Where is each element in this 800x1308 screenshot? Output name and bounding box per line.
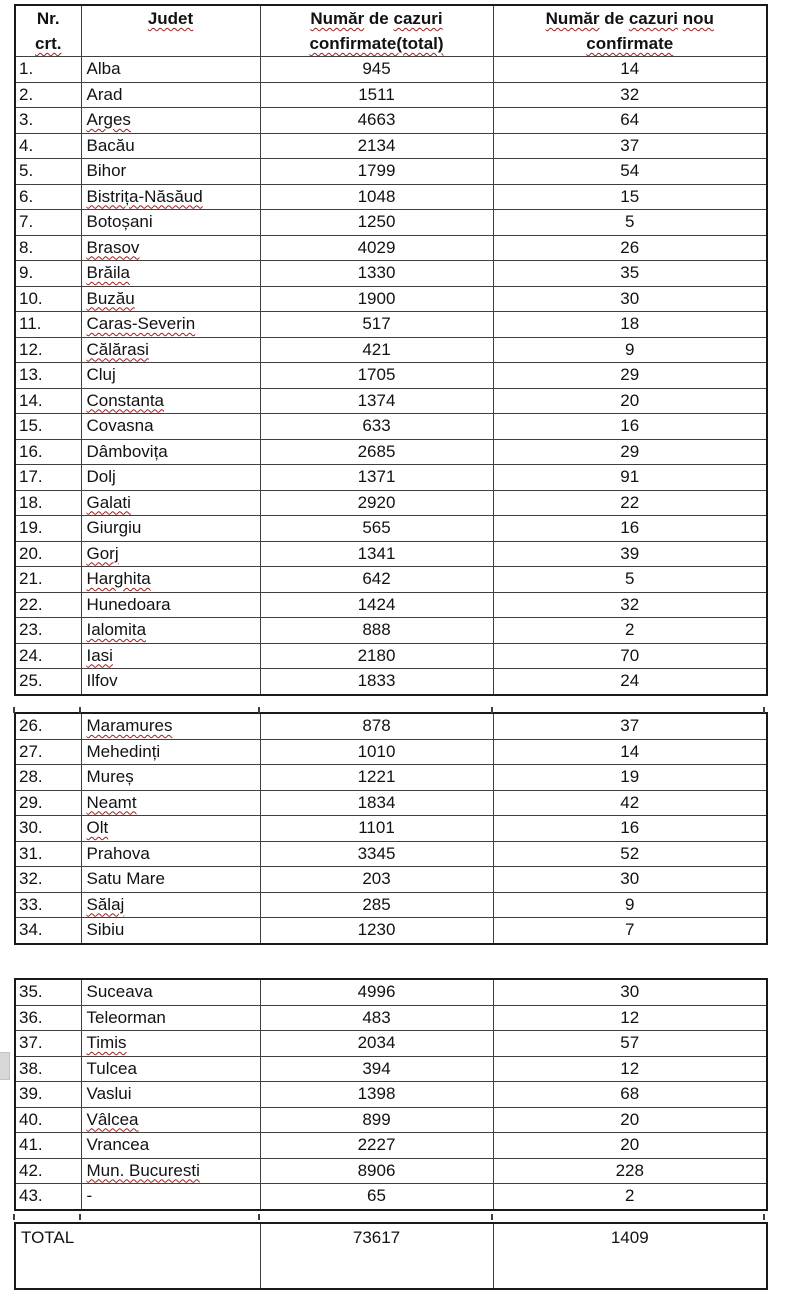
cell-new-confirmed: 30 [493, 286, 767, 312]
cell-row-number: 17. [15, 465, 81, 491]
cell-county: Botoșani [81, 210, 260, 236]
cell-total-confirmed: 2920 [260, 490, 493, 516]
cell-county: Constanta [81, 388, 260, 414]
cell-new-confirmed: 42 [493, 790, 767, 816]
cell-row-number: 23. [15, 618, 81, 644]
table-row [15, 388, 767, 414]
table-row [15, 816, 767, 842]
header-text: nou [682, 9, 714, 28]
cell-county: Ialomita [81, 618, 260, 644]
cell-row-number: 20. [15, 541, 81, 567]
table-row [15, 790, 767, 816]
table-row [15, 1082, 767, 1108]
table-row [15, 713, 767, 739]
cell-new-confirmed: 19 [493, 765, 767, 791]
table-row [15, 1107, 767, 1133]
cell-row-number: 30. [15, 816, 81, 842]
cell-county: Alba [81, 57, 260, 83]
cell-total-confirmed: 1424 [260, 592, 493, 618]
cell-new-confirmed: 30 [493, 979, 767, 1005]
cell-new-confirmed: 16 [493, 414, 767, 440]
table-row [15, 541, 767, 567]
cell-new-confirmed: 35 [493, 261, 767, 287]
cell-county: Brăila [81, 261, 260, 287]
cell-row-number: 27. [15, 739, 81, 765]
cell-row-number: 1. [15, 57, 81, 83]
table-row [15, 184, 767, 210]
cell-new-confirmed: 37 [493, 713, 767, 739]
cell-county: Neamt [81, 790, 260, 816]
cell-row-number: 11. [15, 312, 81, 338]
cell-total-confirmed: 1371 [260, 465, 493, 491]
cell-row-number: 4. [15, 133, 81, 159]
cell-county: Ilfov [81, 669, 260, 695]
cell-total-confirmed: 1250 [260, 210, 493, 236]
table-row [15, 1005, 767, 1031]
cases-table-section-2 [14, 712, 768, 945]
cell-county: Covasna [81, 414, 260, 440]
cell-row-number: 12. [15, 337, 81, 363]
cell-total-confirmed: 945 [260, 57, 493, 83]
cell-total-confirmed: 4996 [260, 979, 493, 1005]
cell-total-confirmed: 1900 [260, 286, 493, 312]
cell-new-confirmed: 20 [493, 1107, 767, 1133]
table-row [15, 643, 767, 669]
table-row [15, 82, 767, 108]
cell-total-confirmed: 899 [260, 1107, 493, 1133]
cell-total-confirmed: 1374 [260, 388, 493, 414]
border-tick [491, 707, 493, 713]
cell-total-confirmed: 1799 [260, 159, 493, 185]
cell-row-number: 31. [15, 841, 81, 867]
table-row [15, 1184, 767, 1210]
header-text: Judet [147, 9, 194, 28]
cell-county: Arges [81, 108, 260, 134]
table-row [15, 312, 767, 338]
header-text: Număr [545, 9, 600, 28]
cell-row-number: 7. [15, 210, 81, 236]
cell-row-number: 16. [15, 439, 81, 465]
cell-new-confirmed: 9 [493, 892, 767, 918]
cell-county: Prahova [81, 841, 260, 867]
cell-county: Mureș [81, 765, 260, 791]
cell-new-confirmed: 5 [493, 567, 767, 593]
cell-total-confirmed: 633 [260, 414, 493, 440]
header-text: cazuri [628, 9, 678, 28]
cell-total-confirmed: 878 [260, 713, 493, 739]
cell-county: Giurgiu [81, 516, 260, 542]
border-tick [79, 707, 81, 713]
cell-new-confirmed: 64 [493, 108, 767, 134]
cell-county: Călărasi [81, 337, 260, 363]
cell-row-number: 28. [15, 765, 81, 791]
table-row [15, 567, 767, 593]
cell-row-number: 21. [15, 567, 81, 593]
table-row [15, 490, 767, 516]
header-text: confirmate(total) [309, 34, 444, 53]
table-row [15, 1133, 767, 1159]
cell-county: Bacău [81, 133, 260, 159]
cell-total-confirmed: 1048 [260, 184, 493, 210]
border-tick [79, 1214, 81, 1220]
cases-table-total [14, 1222, 768, 1290]
cell-total-confirmed: 1511 [260, 82, 493, 108]
table-row [15, 337, 767, 363]
cell-row-number: 18. [15, 490, 81, 516]
cell-county: Vâlcea [81, 1107, 260, 1133]
table-row [15, 133, 767, 159]
cell-total-confirmed: 285 [260, 892, 493, 918]
cell-county: Maramures [81, 713, 260, 739]
cell-total-confirmed: 2227 [260, 1133, 493, 1159]
cell-county: Gorj [81, 541, 260, 567]
cell-total-confirmed: 888 [260, 618, 493, 644]
cell-row-number: 24. [15, 643, 81, 669]
cell-new-confirmed: 15 [493, 184, 767, 210]
header-text: confirmate [586, 34, 674, 53]
cell-row-number: 8. [15, 235, 81, 261]
cell-row-number: 43. [15, 1184, 81, 1210]
total-confirmed-value: 73617 [260, 1223, 493, 1289]
column-header-total [260, 5, 493, 57]
cell-total-confirmed: 1705 [260, 363, 493, 389]
cell-new-confirmed: 2 [493, 618, 767, 644]
header-text: de [364, 9, 394, 28]
cell-new-confirmed: 14 [493, 739, 767, 765]
cell-total-confirmed: 3345 [260, 841, 493, 867]
cell-county: Iasi [81, 643, 260, 669]
total-new-value: 1409 [493, 1223, 767, 1289]
table-row [15, 235, 767, 261]
table-row [15, 439, 767, 465]
border-tick [13, 707, 15, 713]
header-text: Număr [310, 9, 365, 28]
cell-total-confirmed: 2134 [260, 133, 493, 159]
cell-row-number: 33. [15, 892, 81, 918]
cell-row-number: 40. [15, 1107, 81, 1133]
cell-total-confirmed: 517 [260, 312, 493, 338]
cell-row-number: 14. [15, 388, 81, 414]
cell-total-confirmed: 394 [260, 1056, 493, 1082]
cell-new-confirmed: 228 [493, 1158, 767, 1184]
header-text: cazuri [393, 9, 443, 28]
cases-table-section-3 [14, 978, 768, 1211]
cell-new-confirmed: 14 [493, 57, 767, 83]
cell-new-confirmed: 9 [493, 337, 767, 363]
cell-total-confirmed: 1341 [260, 541, 493, 567]
cell-row-number: 34. [15, 918, 81, 944]
table-row [15, 669, 767, 695]
cell-county: Olt [81, 816, 260, 842]
cell-row-number: 39. [15, 1082, 81, 1108]
border-tick [258, 707, 260, 713]
cell-total-confirmed: 2180 [260, 643, 493, 669]
table-row [15, 465, 767, 491]
header-line [16, 6, 81, 31]
table-row [15, 918, 767, 944]
table-row [15, 1031, 767, 1057]
cell-new-confirmed: 22 [493, 490, 767, 516]
cell-total-confirmed: 1101 [260, 816, 493, 842]
table-row [15, 892, 767, 918]
cell-new-confirmed: 5 [493, 210, 767, 236]
total-row [15, 1223, 767, 1289]
header-line [16, 31, 81, 56]
cell-new-confirmed: 91 [493, 465, 767, 491]
border-tick [13, 1214, 15, 1220]
header-line [261, 31, 493, 56]
cell-new-confirmed: 20 [493, 388, 767, 414]
cell-row-number: 36. [15, 1005, 81, 1031]
cell-total-confirmed: 4029 [260, 235, 493, 261]
cell-total-confirmed: 2034 [260, 1031, 493, 1057]
border-tick [258, 1214, 260, 1220]
cell-row-number: 32. [15, 867, 81, 893]
cell-row-number: 9. [15, 261, 81, 287]
table-row [15, 516, 767, 542]
cell-county: Satu Mare [81, 867, 260, 893]
cell-new-confirmed: 24 [493, 669, 767, 695]
cell-county: Cluj [81, 363, 260, 389]
cell-total-confirmed: 203 [260, 867, 493, 893]
border-tick [763, 1214, 765, 1220]
left-edge-artifact [0, 1052, 10, 1080]
cell-row-number: 2. [15, 82, 81, 108]
cell-row-number: 29. [15, 790, 81, 816]
table-row [15, 108, 767, 134]
cell-new-confirmed: 57 [493, 1031, 767, 1057]
cell-county: Vaslui [81, 1082, 260, 1108]
cell-new-confirmed: 68 [493, 1082, 767, 1108]
cell-county: Harghita [81, 567, 260, 593]
cell-row-number: 25. [15, 669, 81, 695]
cell-total-confirmed: 1834 [260, 790, 493, 816]
table-row [15, 363, 767, 389]
cell-new-confirmed: 37 [493, 133, 767, 159]
cell-county: Suceava [81, 979, 260, 1005]
cell-county: Buzău [81, 286, 260, 312]
table-row [15, 159, 767, 185]
cell-total-confirmed: 2685 [260, 439, 493, 465]
table-row [15, 979, 767, 1005]
header-text: Nr. [36, 9, 60, 28]
border-tick [763, 707, 765, 713]
cell-row-number: 35. [15, 979, 81, 1005]
table-row [15, 765, 767, 791]
cell-county: Hunedoara [81, 592, 260, 618]
cell-new-confirmed: 7 [493, 918, 767, 944]
table-row [15, 414, 767, 440]
cell-row-number: 6. [15, 184, 81, 210]
header-line [494, 6, 767, 31]
cell-county: Sălaj [81, 892, 260, 918]
cell-total-confirmed: 565 [260, 516, 493, 542]
table-row [15, 592, 767, 618]
cell-county: Caras-Severin [81, 312, 260, 338]
cell-new-confirmed: 32 [493, 82, 767, 108]
cell-total-confirmed: 1230 [260, 918, 493, 944]
cell-county: Tulcea [81, 1056, 260, 1082]
cell-total-confirmed: 1010 [260, 739, 493, 765]
cell-new-confirmed: 12 [493, 1056, 767, 1082]
cell-new-confirmed: 52 [493, 841, 767, 867]
table-row [15, 57, 767, 83]
cell-new-confirmed: 20 [493, 1133, 767, 1159]
header-text: de [599, 9, 629, 28]
header-line [261, 6, 493, 31]
cell-new-confirmed: 54 [493, 159, 767, 185]
cell-county: Mehedinți [81, 739, 260, 765]
table-row [15, 286, 767, 312]
cell-total-confirmed: 1221 [260, 765, 493, 791]
cell-new-confirmed: 26 [493, 235, 767, 261]
cell-new-confirmed: 70 [493, 643, 767, 669]
border-tick [491, 1214, 493, 1220]
header-text: crt. [35, 34, 62, 53]
total-label: TOTAL [15, 1223, 260, 1289]
header-line [494, 31, 767, 56]
cell-county: Vrancea [81, 1133, 260, 1159]
cell-county: Timis [81, 1031, 260, 1057]
table-row [15, 210, 767, 236]
cell-total-confirmed: 1398 [260, 1082, 493, 1108]
cell-county: Arad [81, 82, 260, 108]
cell-county: Sibiu [81, 918, 260, 944]
cell-new-confirmed: 16 [493, 516, 767, 542]
cell-county: Dâmbovița [81, 439, 260, 465]
cell-row-number: 26. [15, 713, 81, 739]
table-row [15, 841, 767, 867]
cell-row-number: 37. [15, 1031, 81, 1057]
cell-new-confirmed: 29 [493, 439, 767, 465]
cell-new-confirmed: 16 [493, 816, 767, 842]
table-row [15, 618, 767, 644]
cell-new-confirmed: 18 [493, 312, 767, 338]
column-header-nr [15, 5, 81, 57]
cell-total-confirmed: 8906 [260, 1158, 493, 1184]
cell-county: Galati [81, 490, 260, 516]
cell-total-confirmed: 421 [260, 337, 493, 363]
cell-row-number: 3. [15, 108, 81, 134]
cell-row-number: 10. [15, 286, 81, 312]
cell-county: Bihor [81, 159, 260, 185]
cell-new-confirmed: 29 [493, 363, 767, 389]
cell-new-confirmed: 30 [493, 867, 767, 893]
header-line [82, 6, 260, 31]
cell-county: Mun. Bucuresti [81, 1158, 260, 1184]
cell-new-confirmed: 2 [493, 1184, 767, 1210]
cell-row-number: 5. [15, 159, 81, 185]
cell-row-number: 41. [15, 1133, 81, 1159]
cell-row-number: 19. [15, 516, 81, 542]
cell-new-confirmed: 39 [493, 541, 767, 567]
cell-new-confirmed: 12 [493, 1005, 767, 1031]
cell-total-confirmed: 4663 [260, 108, 493, 134]
column-header-nou [493, 5, 767, 57]
cell-total-confirmed: 642 [260, 567, 493, 593]
cell-row-number: 22. [15, 592, 81, 618]
table-row [15, 1056, 767, 1082]
cell-county: Teleorman [81, 1005, 260, 1031]
cell-county: Brasov [81, 235, 260, 261]
cell-new-confirmed: 32 [493, 592, 767, 618]
cell-row-number: 15. [15, 414, 81, 440]
cell-total-confirmed: 1833 [260, 669, 493, 695]
cell-county: Dolj [81, 465, 260, 491]
cell-total-confirmed: 65 [260, 1184, 493, 1210]
cell-row-number: 42. [15, 1158, 81, 1184]
table-row [15, 261, 767, 287]
cell-county: Bistrița-Năsăud [81, 184, 260, 210]
cell-row-number: 38. [15, 1056, 81, 1082]
cell-county: - [81, 1184, 260, 1210]
table-row [15, 739, 767, 765]
cell-total-confirmed: 483 [260, 1005, 493, 1031]
cases-table-section-1 [14, 4, 768, 696]
cell-total-confirmed: 1330 [260, 261, 493, 287]
cell-row-number: 13. [15, 363, 81, 389]
table-row [15, 867, 767, 893]
column-header-judet [81, 5, 260, 57]
table-row [15, 1158, 767, 1184]
table-header-row [15, 5, 767, 57]
